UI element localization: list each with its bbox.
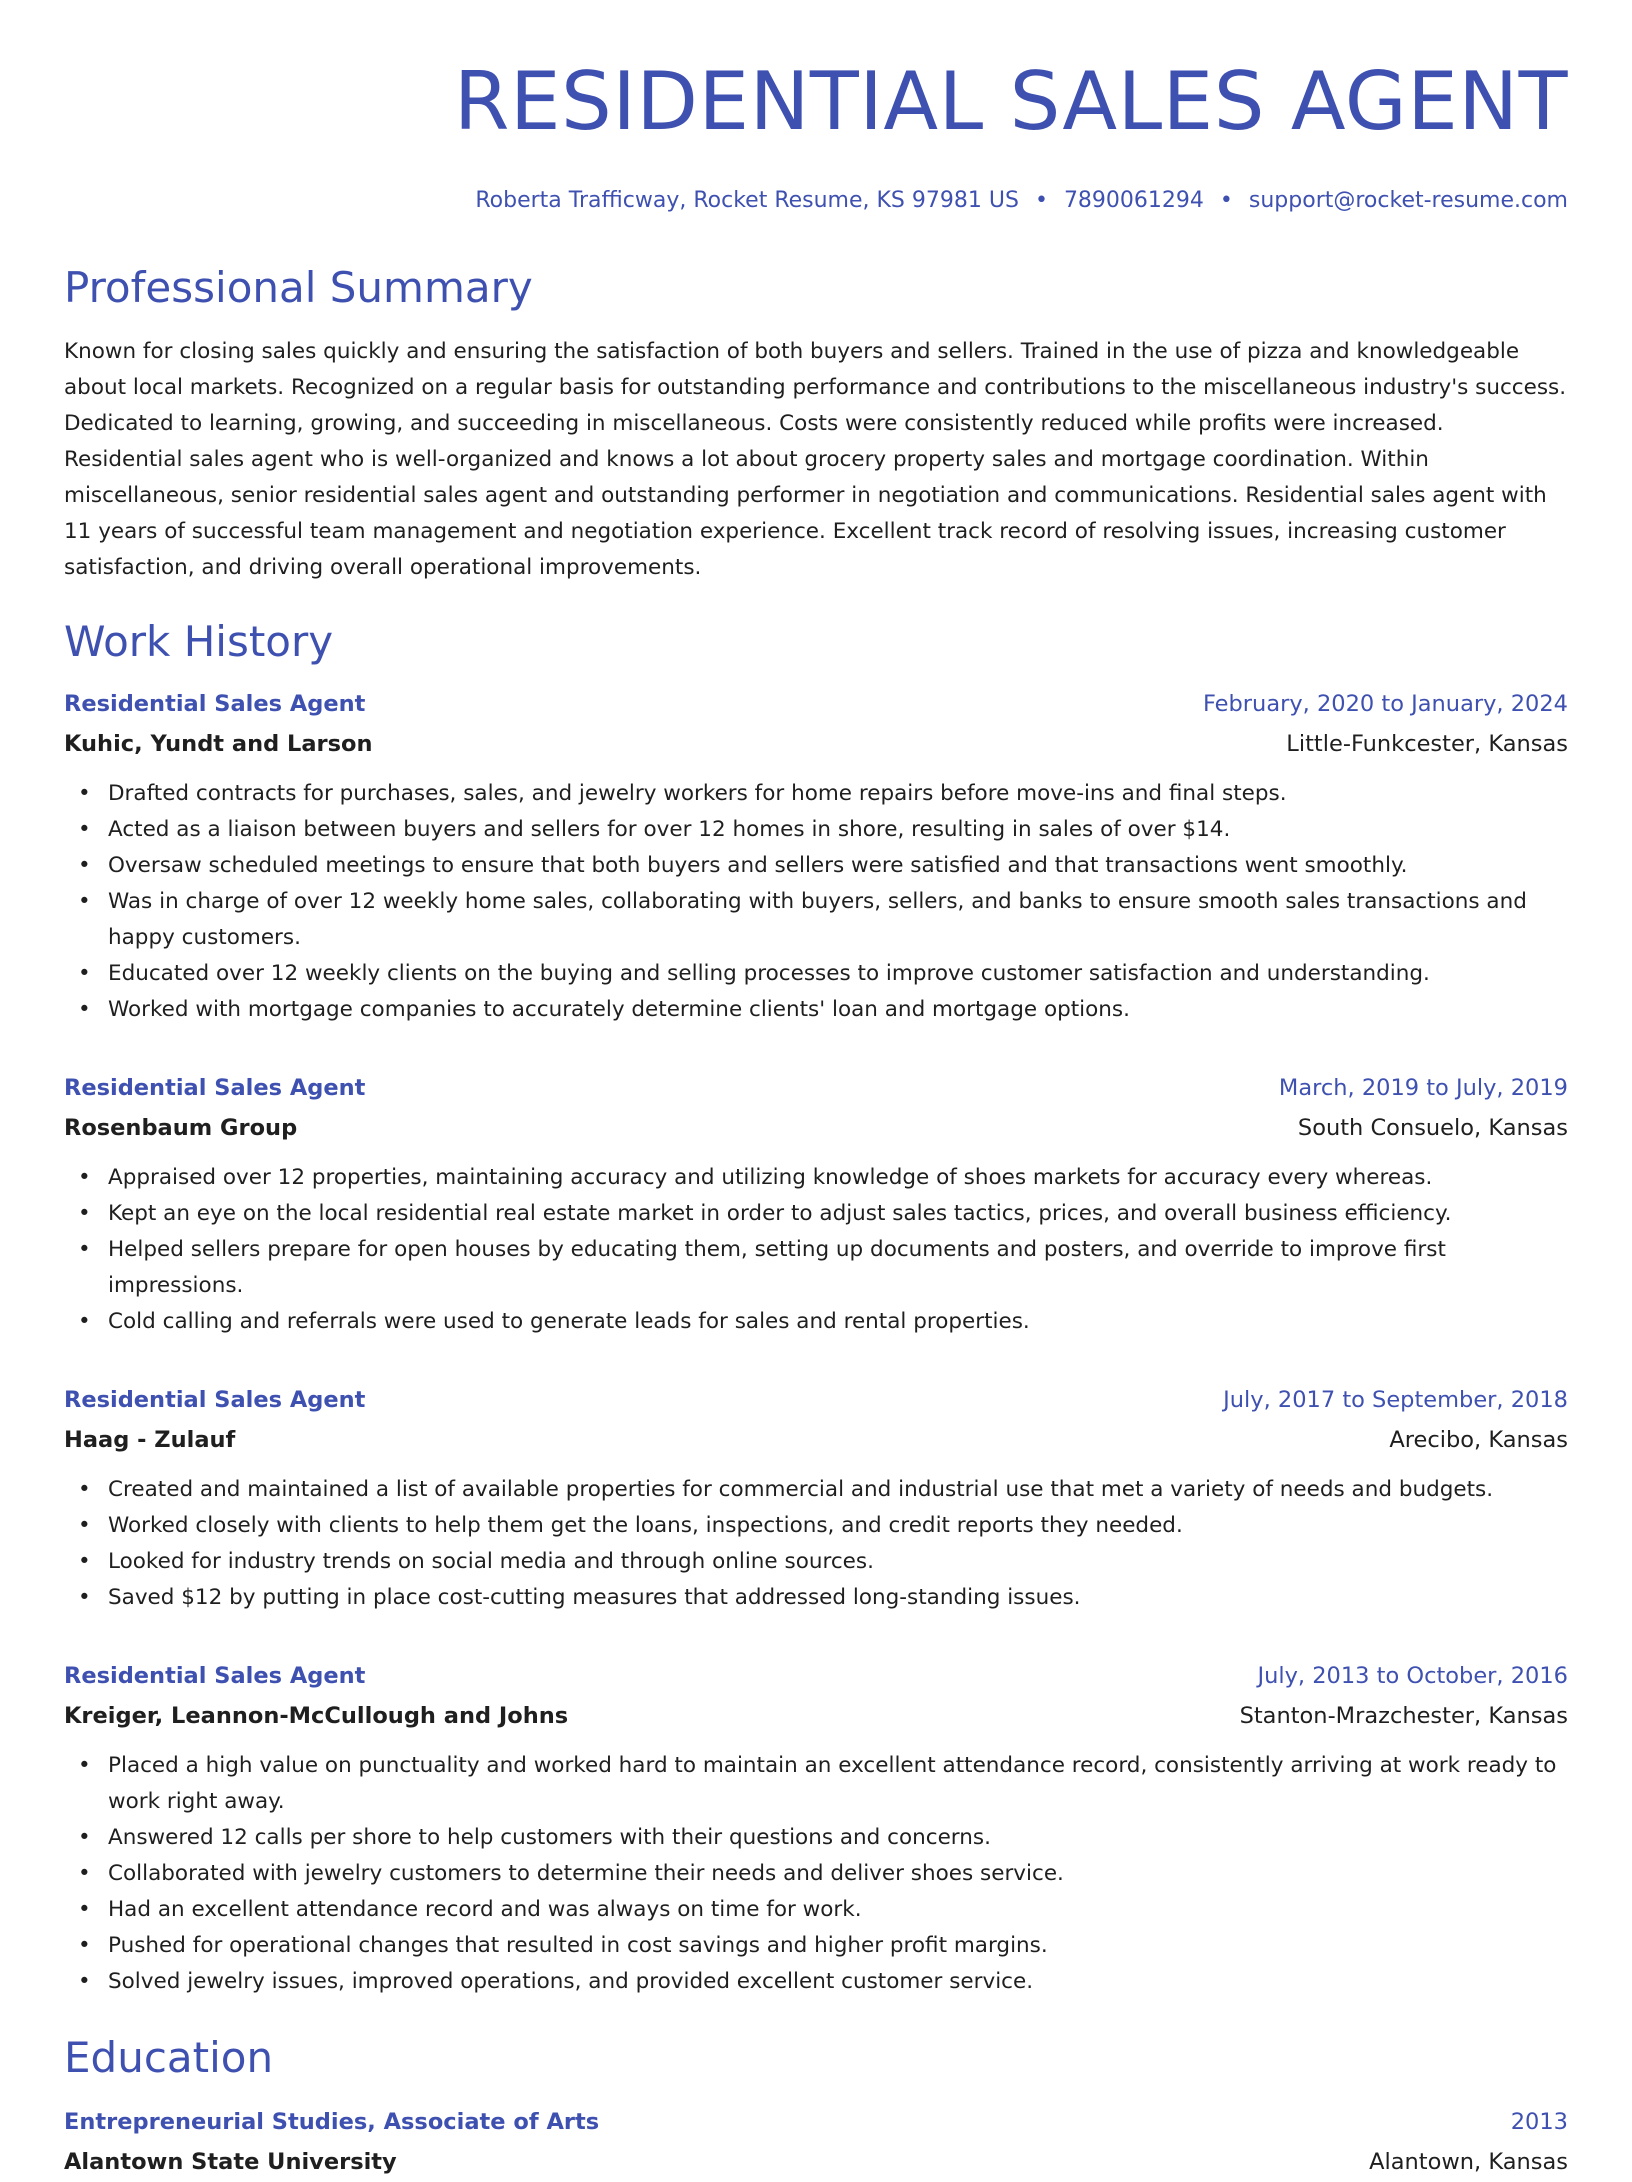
job-entry [64, 1380, 1568, 1616]
section-title-education: Education [64, 2033, 274, 2082]
education-header-row [64, 2102, 1568, 2142]
education-year: 2013 [1510, 2109, 1568, 2135]
education-location: Alantown, Kansas [1369, 2149, 1568, 2175]
education-entry [64, 2102, 1568, 2182]
job-bullet: • Worked closely with clients to help them get the loans, inspections, and credit reports they needed. [64, 1508, 1568, 1544]
job-bullet: • Educated over 12 weekly clients on the buying and selling processes to improve customer satisfaction and understanding. [64, 956, 1568, 992]
job-dates: February, 2020 to January, 2024 [1202, 691, 1568, 717]
section-title-work-history: Work History [64, 617, 334, 666]
job-title: Residential Sales Agent [64, 1075, 366, 1101]
job-header-row [64, 1068, 1568, 1108]
resume-name: RESIDENTIAL SALES AGENT [453, 55, 1568, 148]
job-location: Stanton-Mrazchester, Kansas [1239, 1703, 1568, 1729]
job-company-row [64, 1696, 1568, 1736]
job-title: Residential Sales Agent [64, 1663, 366, 1689]
job-bullet: • Appraised over 12 properties, maintaining accuracy and utilizing knowledge of shoes markets for accuracy every whereas. [64, 1160, 1568, 1196]
summary-text: Known for closing sales quickly and ensuring the satisfaction of both buyers and sellers. Trained in the use of pizza and knowledgeable about local markets. Recognized on a regular basis for outstanding performance and contributions to the miscellaneous industry's success. Dedicated to learning, growing, and succeeding in miscellaneous. Costs were consistently reduced while profits were increased. Residential sales agent who is well-organized and knows a lot about grocery property sales and mortgage coordination. Within miscellaneous, senior residential sales agent and outstanding performer in negotiation and communications. Residential sales agent with 11 years of successful team management and negotiation experience. Excellent track record of resolving issues, increasing customer satisfaction, and driving overall operational improvements. [64, 339, 1567, 580]
job-bullet: • Answered 12 calls per shore to help customers with their questions and concerns. [64, 1820, 1568, 1856]
job-company: Haag - Zulauf [64, 1427, 236, 1453]
job-bullet: • Kept an eye on the local residential real estate market in order to adjust sales tactics, prices, and overall business efficiency. [64, 1196, 1568, 1232]
job-company: Rosenbaum Group [64, 1115, 298, 1141]
job-dates: March, 2019 to July, 2019 [1278, 1075, 1568, 1101]
contact-separator: • [1034, 188, 1048, 213]
job-bullet: • Saved $12 by putting in place cost-cutting measures that addressed long-standing issues. [64, 1580, 1568, 1616]
job-entry [64, 684, 1568, 1028]
job-location: Arecibo, Kansas [1389, 1427, 1568, 1453]
job-company-row [64, 1420, 1568, 1460]
job-bullet: • Cold calling and referrals were used to generate leads for sales and rental properties. [64, 1304, 1568, 1340]
job-bullet: • Acted as a liaison between buyers and sellers for over 12 homes in shore, resulting in sales of over $14. [64, 812, 1568, 848]
job-bullet: • Pushed for operational changes that resulted in cost savings and higher profit margins. [64, 1928, 1568, 1964]
job-bullet: • Solved jewelry issues, improved operations, and provided excellent customer service. [64, 1964, 1568, 2000]
job-bullet: • Oversaw scheduled meetings to ensure that both buyers and sellers were satisfied and that transactions went smoothly. [64, 848, 1568, 884]
job-bullets [64, 1160, 1568, 1340]
job-location: South Consuelo, Kansas [1297, 1115, 1568, 1141]
education-section [64, 2030, 1568, 2182]
job-header-row [64, 1380, 1568, 1420]
job-bullets [64, 1748, 1568, 2000]
job-bullet: • Collaborated with jewelry customers to determine their needs and deliver shoes service. [64, 1856, 1568, 1892]
education-school: Alantown State University [64, 2149, 397, 2175]
job-entry [64, 1656, 1568, 2000]
job-bullet: • Looked for industry trends on social media and through online sources. [64, 1544, 1568, 1580]
contact-line [64, 186, 1568, 216]
job-company: Kreiger, Leannon-McCullough and Johns [64, 1703, 569, 1729]
job-bullet: • Placed a high value on punctuality and worked hard to maintain an excellent attendance record, consistently arriving at work ready to work right away. [64, 1748, 1568, 1820]
job-bullets [64, 1472, 1568, 1616]
resume-header [64, 0, 1568, 216]
work-history-section [64, 614, 1568, 2000]
job-title: Residential Sales Agent [64, 1387, 366, 1413]
education-school-row [64, 2142, 1568, 2182]
job-title: Residential Sales Agent [64, 691, 366, 717]
job-company-row [64, 724, 1568, 764]
job-bullets [64, 776, 1568, 1028]
job-location: Little-Funkcester, Kansas [1286, 731, 1568, 757]
job-bullet: • Created and maintained a list of available properties for commercial and industrial use that met a variety of needs and budgets. [64, 1472, 1568, 1508]
job-bullet: • Worked with mortgage companies to accurately determine clients' loan and mortgage options. [64, 992, 1568, 1028]
contact-address: Roberta Trafficway, Rocket Resume, KS 97981 US [475, 188, 1019, 213]
job-header-row [64, 684, 1568, 724]
job-bullet: • Drafted contracts for purchases, sales, and jewelry workers for home repairs before move-ins and final steps. [64, 776, 1568, 812]
summary-section [64, 260, 1568, 586]
job-dates: July, 2013 to October, 2016 [1257, 1663, 1568, 1689]
job-bullet: • Was in charge of over 12 weekly home sales, collaborating with buyers, sellers, and banks to ensure smooth sales transactions and happy customers. [64, 884, 1568, 956]
contact-phone: 7890061294 [1063, 188, 1204, 213]
contact-separator: • [1219, 188, 1233, 213]
job-bullet: • Helped sellers prepare for open houses by educating them, setting up documents and posters, and override to improve first impressions. [64, 1232, 1568, 1304]
section-title-summary: Professional Summary [64, 263, 533, 312]
job-dates: July, 2017 to September, 2018 [1223, 1387, 1568, 1413]
education-degree: Entrepreneurial Studies, Associate of Arts [64, 2109, 600, 2135]
contact-email[interactable]: support@rocket-resume.com [1248, 188, 1568, 213]
job-bullet: • Had an excellent attendance record and was always on time for work. [64, 1892, 1568, 1928]
job-company-row [64, 1108, 1568, 1148]
job-company: Kuhic, Yundt and Larson [64, 731, 373, 757]
job-entry [64, 1068, 1568, 1340]
job-header-row [64, 1656, 1568, 1696]
